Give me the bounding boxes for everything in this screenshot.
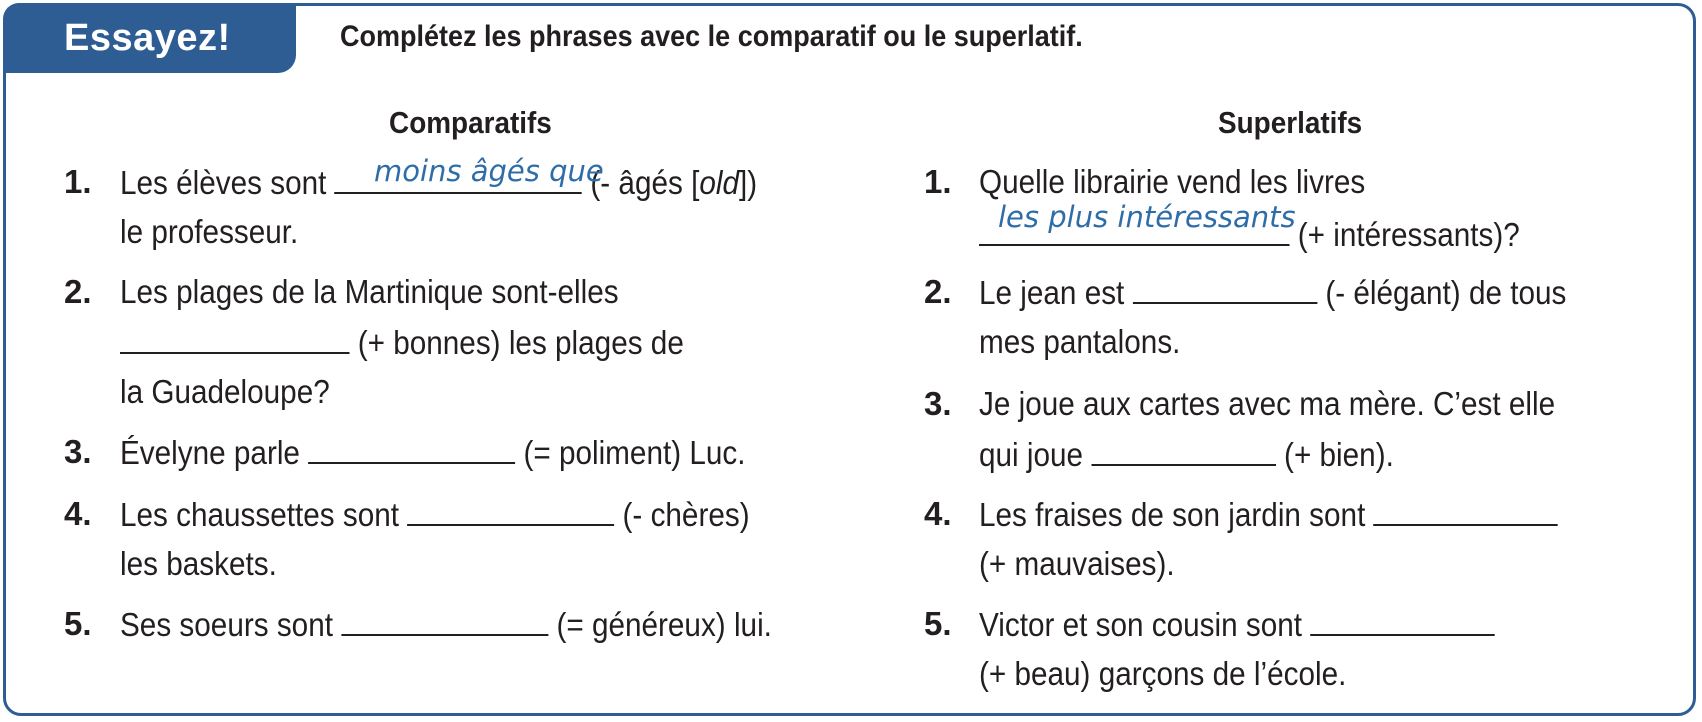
item-text: (- âgés [ bbox=[590, 164, 700, 201]
answer-blank[interactable] bbox=[1310, 604, 1494, 636]
item-line: mes pantalons. bbox=[979, 323, 1181, 360]
item-text: Les chaussettes sont bbox=[120, 496, 400, 533]
item-line bbox=[979, 272, 1566, 313]
handwritten-answer: les plus intéressants bbox=[998, 200, 1296, 234]
item-text: Victor et son cousin sont bbox=[979, 606, 1303, 643]
item-text: ]) bbox=[738, 164, 758, 201]
item-text: old bbox=[699, 164, 739, 201]
item-number: 3. bbox=[64, 433, 92, 470]
item-line: Quelle librairie vend les livres bbox=[979, 163, 1366, 200]
item-text: (- chères) bbox=[622, 496, 750, 533]
item-line: (+ mauvaises). bbox=[979, 545, 1175, 582]
item-line: les baskets. bbox=[120, 545, 277, 582]
item-text: (= poliment) Luc. bbox=[523, 434, 746, 471]
superlatifs-heading: Superlatifs bbox=[1218, 105, 1363, 140]
instruction-text: Complétez les phrases avec le comparatif ou le superlatif. bbox=[340, 20, 1083, 53]
answer-blank[interactable] bbox=[1133, 272, 1318, 304]
item-number: 3. bbox=[924, 385, 952, 422]
item-number: 1. bbox=[64, 163, 92, 200]
item-line: Les plages de la Martinique sont-elles bbox=[120, 273, 619, 310]
item-line bbox=[120, 322, 684, 363]
answer-blank[interactable] bbox=[1091, 434, 1276, 466]
comparatifs-heading: Comparatifs bbox=[389, 105, 552, 140]
item-number: 4. bbox=[64, 495, 92, 532]
item-number: 5. bbox=[924, 605, 952, 642]
item-text: (- élégant) de tous bbox=[1325, 274, 1567, 311]
item-text: Le jean est bbox=[979, 274, 1125, 311]
item-line bbox=[979, 434, 1394, 475]
answer-blank[interactable] bbox=[341, 604, 548, 636]
item-line bbox=[979, 494, 1558, 535]
answer-blank[interactable] bbox=[308, 432, 515, 464]
item-number: 2. bbox=[64, 273, 92, 310]
item-line bbox=[979, 604, 1495, 645]
item-text: Évelyne parle bbox=[120, 434, 300, 471]
essayez-tab bbox=[3, 3, 296, 73]
item-line: (+ beau) garçons de l’école. bbox=[979, 655, 1347, 692]
item-text: Les élèves sont bbox=[120, 164, 327, 201]
item-line bbox=[120, 494, 750, 535]
item-text: (= généreux) lui. bbox=[556, 606, 772, 643]
answer-blank[interactable] bbox=[1374, 494, 1558, 526]
item-line: Je joue aux cartes avec ma mère. C’est elle bbox=[979, 385, 1556, 422]
item-number: 1. bbox=[924, 163, 952, 200]
item-number: 5. bbox=[64, 605, 92, 642]
tab-label: Essayez! bbox=[64, 17, 231, 59]
item-number: 2. bbox=[924, 273, 952, 310]
handwritten-answer: moins âgés que bbox=[374, 154, 604, 188]
item-text: (+ bien). bbox=[1284, 436, 1394, 473]
item-text: Ses soeurs sont bbox=[120, 606, 333, 643]
item-number: 4. bbox=[924, 495, 952, 532]
item-line bbox=[120, 604, 772, 645]
item-text: Les fraises de son jardin sont bbox=[979, 496, 1366, 533]
item-line: la Guadeloupe? bbox=[120, 373, 330, 410]
item-text: (+ intéressants)? bbox=[1297, 216, 1520, 253]
item-text: qui joue bbox=[979, 436, 1084, 473]
item-line: le professeur. bbox=[120, 213, 299, 250]
answer-blank[interactable] bbox=[120, 322, 350, 354]
item-line bbox=[120, 432, 746, 473]
item-text: (+ bonnes) les plages de bbox=[357, 324, 684, 361]
answer-blank[interactable] bbox=[407, 494, 614, 526]
